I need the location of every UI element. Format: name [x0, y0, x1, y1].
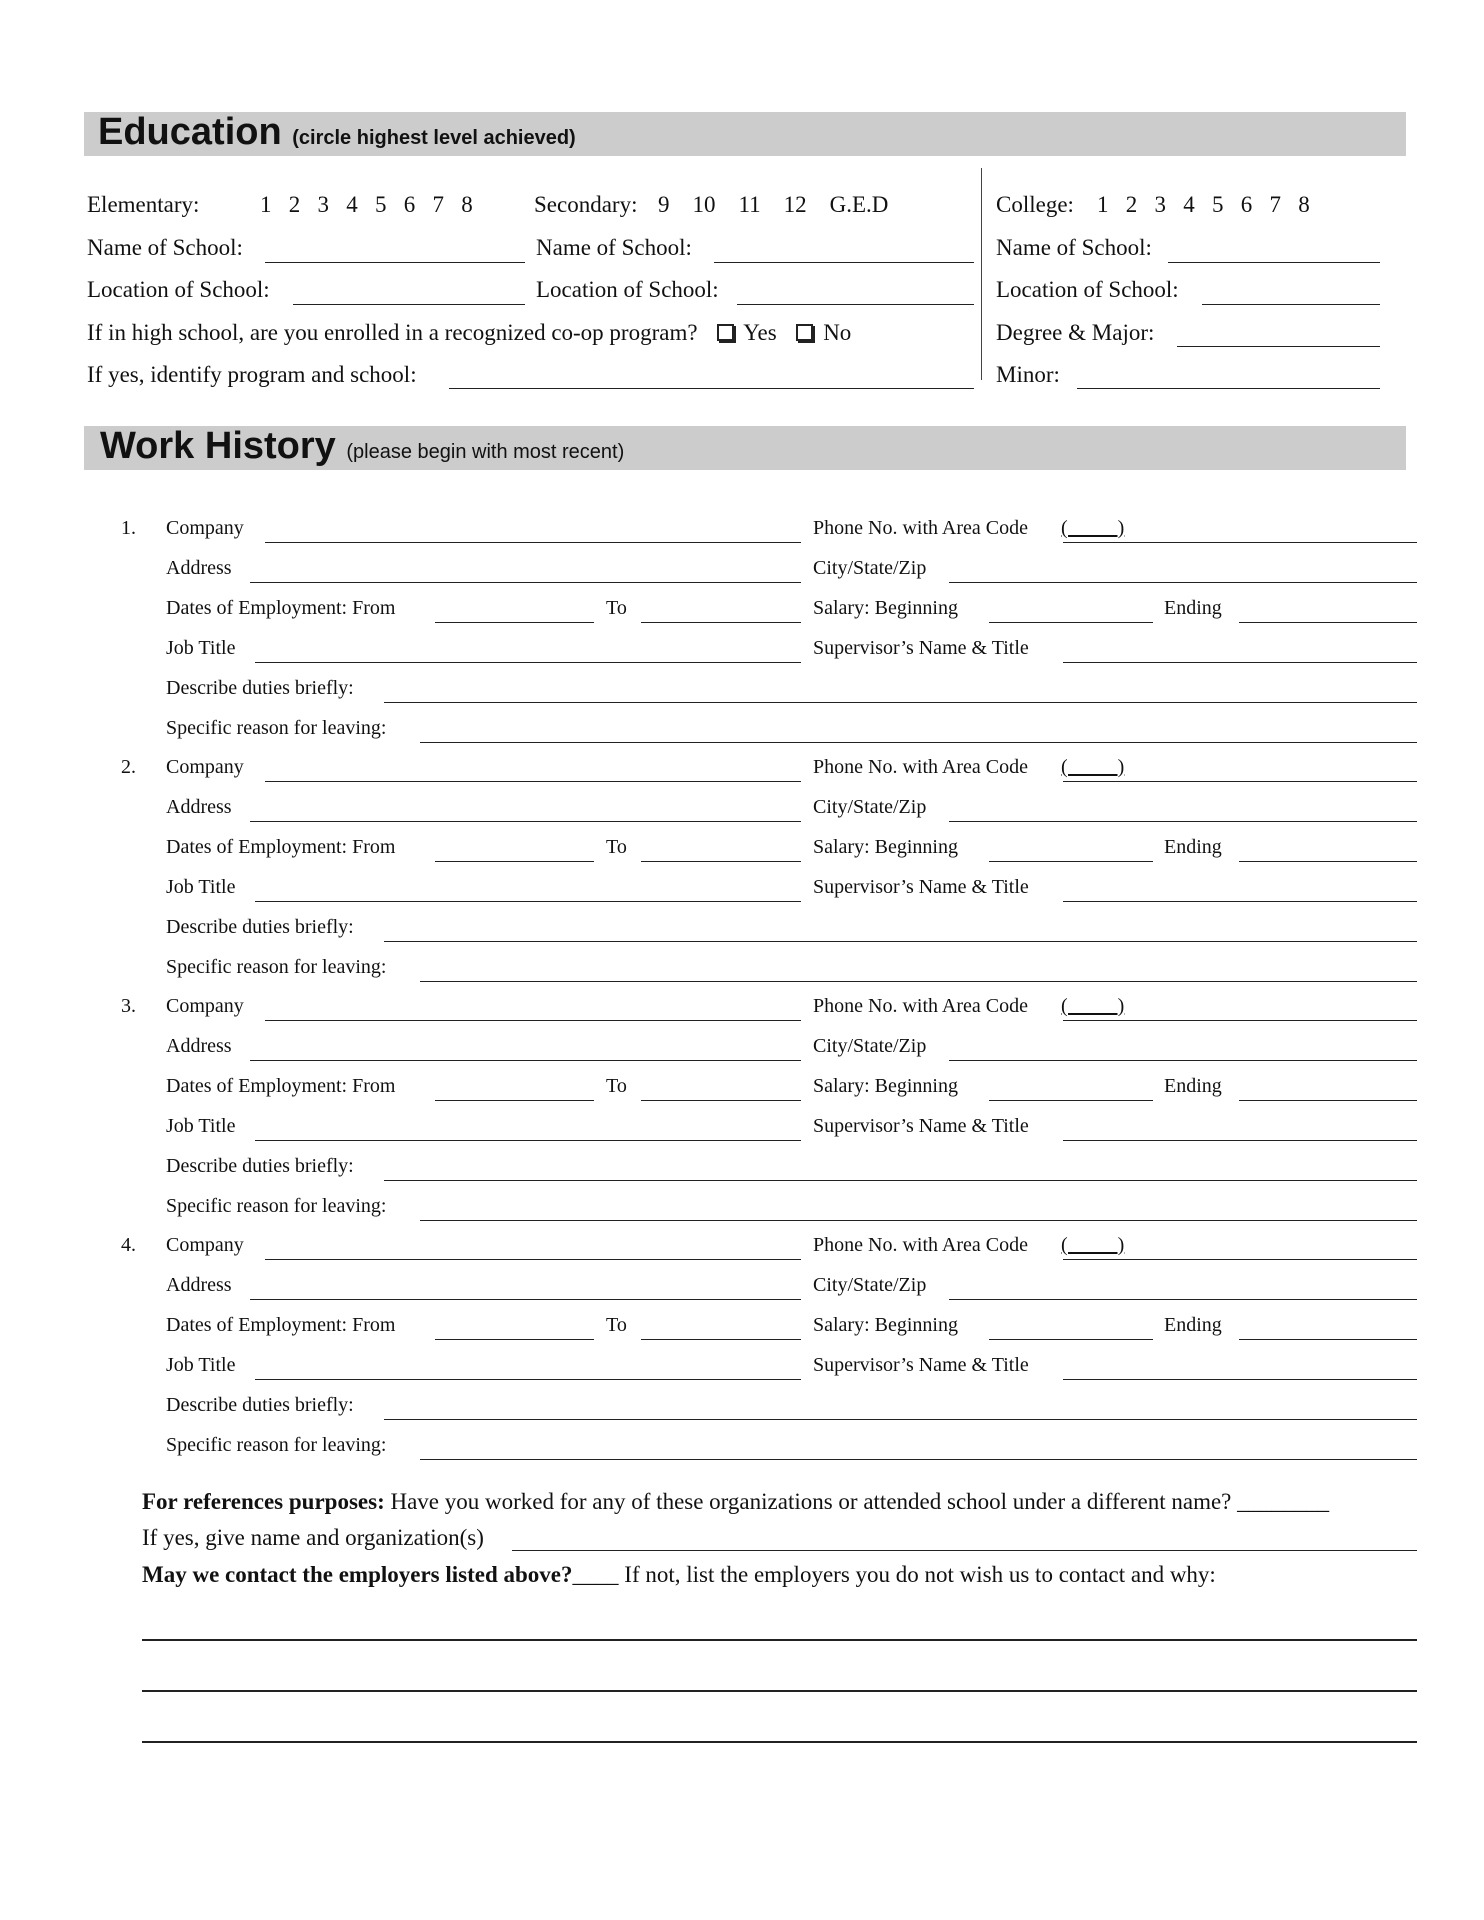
secondary-school-name-field[interactable] [714, 262, 974, 263]
work-entry-number: 4. [121, 1234, 136, 1256]
job-title-label: Job Title [166, 1354, 236, 1376]
education-subtitle: (circle highest level achieved) [292, 127, 576, 149]
salary-beginning-field[interactable] [989, 1339, 1153, 1340]
reason-label: Specific reason for leaving: [166, 1434, 387, 1456]
dates-from-label: Dates of Employment: From [166, 1075, 396, 1097]
company-label: Company [166, 1234, 244, 1256]
degree-label: Degree & Major: [996, 320, 1155, 345]
phone-label: Phone No. with Area Code [813, 517, 1028, 539]
job-title-field[interactable] [255, 1379, 801, 1380]
reason-label: Specific reason for leaving: [166, 956, 387, 978]
work-history-title: Work History (please begin with most recent) [100, 425, 625, 467]
elementary-school-name-field[interactable] [265, 262, 525, 263]
coop-no-label: No [823, 320, 852, 345]
do-not-contact-line-2[interactable] [142, 1690, 1417, 1692]
dates-to-field[interactable] [641, 861, 801, 862]
minor-field[interactable] [1077, 388, 1380, 389]
secondary-school-name-label: Name of School: [536, 235, 692, 260]
salary-ending-field[interactable] [1239, 1100, 1417, 1101]
secondary-grades[interactable]: 9 10 11 12 G.E.D [658, 192, 889, 217]
company-field[interactable] [265, 781, 801, 782]
dates-from-field[interactable] [435, 861, 594, 862]
salary-beginning-field[interactable] [989, 1100, 1153, 1101]
work-entry-number: 3. [121, 995, 136, 1017]
job-title-label: Job Title [166, 637, 236, 659]
city-state-zip-field[interactable] [949, 1299, 1417, 1300]
degree-field[interactable] [1177, 346, 1380, 347]
dates-from-field[interactable] [435, 622, 594, 623]
company-label: Company [166, 756, 244, 778]
other-name-label: If yes, give name and organization(s) [142, 1525, 484, 1550]
dates-from-field[interactable] [435, 1339, 594, 1340]
work-history-header [84, 426, 1406, 470]
phone-field[interactable] [1063, 1020, 1417, 1021]
salary-beginning-field[interactable] [989, 622, 1153, 623]
address-field[interactable] [250, 1060, 801, 1061]
phone-label: Phone No. with Area Code [813, 756, 1028, 778]
college-label: College: [996, 192, 1074, 217]
city-state-zip-label: City/State/Zip [813, 557, 927, 579]
salary-ending-label: Ending [1164, 1075, 1222, 1097]
college-school-name-field[interactable] [1168, 262, 1380, 263]
phone-label: Phone No. with Area Code [813, 995, 1028, 1017]
coop-no-checkbox[interactable] [796, 324, 813, 341]
dates-to-label: To [606, 597, 627, 619]
job-title-field[interactable] [255, 901, 801, 902]
supervisor-field[interactable] [1063, 901, 1417, 902]
salary-beginning-label: Salary: Beginning [813, 1075, 958, 1097]
elementary-location-field[interactable] [293, 304, 525, 305]
salary-ending-label: Ending [1164, 1314, 1222, 1336]
dates-to-field[interactable] [641, 1339, 801, 1340]
secondary-location-label: Location of School: [536, 277, 719, 302]
reason-field[interactable] [420, 981, 1417, 982]
dates-to-label: To [606, 1314, 627, 1336]
salary-beginning-label: Salary: Beginning [813, 1314, 958, 1336]
address-field[interactable] [250, 582, 801, 583]
dates-from-label: Dates of Employment: From [166, 1314, 396, 1336]
reason-field[interactable] [420, 1459, 1417, 1460]
dates-to-field[interactable] [641, 622, 801, 623]
work-entry-number: 2. [121, 756, 136, 778]
city-state-zip-field[interactable] [949, 1060, 1417, 1061]
salary-ending-field[interactable] [1239, 861, 1417, 862]
dates-from-label: Dates of Employment: From [166, 836, 396, 858]
duties-label: Describe duties briefly: [166, 677, 354, 699]
phone-area-code[interactable]: ( ) [1061, 995, 1125, 1017]
salary-beginning-label: Salary: Beginning [813, 597, 958, 619]
company-field[interactable] [265, 1259, 801, 1260]
elementary-label: Elementary: [87, 192, 200, 217]
address-label: Address [166, 1035, 232, 1057]
program-field[interactable] [449, 388, 974, 389]
duties-field[interactable] [384, 702, 1417, 703]
city-state-zip-field[interactable] [949, 821, 1417, 822]
salary-ending-label: Ending [1164, 597, 1222, 619]
reason-field[interactable] [420, 742, 1417, 743]
elementary-school-name-label: Name of School: [87, 235, 243, 260]
phone-area-code[interactable]: ( ) [1061, 756, 1125, 778]
reason-field[interactable] [420, 1220, 1417, 1221]
supervisor-label: Supervisor’s Name & Title [813, 1115, 1029, 1137]
education-header [84, 112, 1406, 156]
address-field[interactable] [250, 1299, 801, 1300]
salary-ending-label: Ending [1164, 836, 1222, 858]
minor-label: Minor: [996, 362, 1060, 387]
phone-field[interactable] [1063, 1259, 1417, 1260]
salary-ending-field[interactable] [1239, 1339, 1417, 1340]
dates-to-label: To [606, 1075, 627, 1097]
college-location-field[interactable] [1202, 304, 1380, 305]
work-history-subtitle: (please begin with most recent) [346, 441, 625, 463]
city-state-zip-label: City/State/Zip [813, 1035, 927, 1057]
company-field[interactable] [265, 1020, 801, 1021]
coop-yes-label: Yes [743, 320, 777, 345]
address-label: Address [166, 1274, 232, 1296]
job-title-field[interactable] [255, 662, 801, 663]
salary-ending-field[interactable] [1239, 622, 1417, 623]
phone-field[interactable] [1063, 542, 1417, 543]
city-state-zip-field[interactable] [949, 582, 1417, 583]
phone-field[interactable] [1063, 781, 1417, 782]
city-state-zip-label: City/State/Zip [813, 1274, 927, 1296]
company-label: Company [166, 995, 244, 1017]
program-label: If yes, identify program and school: [87, 362, 417, 387]
supervisor-field[interactable] [1063, 1140, 1417, 1141]
work-entry-number: 1. [121, 517, 136, 539]
phone-label: Phone No. with Area Code [813, 1234, 1028, 1256]
contact-employers-question: May we contact the employers listed above?____ If not, list the employers you do not wish us to contact and why: [142, 1562, 1216, 1587]
education-column-divider [981, 168, 982, 380]
reason-label: Specific reason for leaving: [166, 717, 387, 739]
address-label: Address [166, 557, 232, 579]
city-state-zip-label: City/State/Zip [813, 796, 927, 818]
address-label: Address [166, 796, 232, 818]
job-title-label: Job Title [166, 1115, 236, 1137]
duties-field[interactable] [384, 941, 1417, 942]
dates-to-label: To [606, 836, 627, 858]
elementary-location-label: Location of School: [87, 277, 270, 302]
other-name-field[interactable] [512, 1550, 1417, 1551]
phone-area-code[interactable]: ( ) [1061, 517, 1125, 539]
address-field[interactable] [250, 821, 801, 822]
salary-beginning-field[interactable] [989, 861, 1153, 862]
company-label: Company [166, 517, 244, 539]
duties-label: Describe duties briefly: [166, 916, 354, 938]
references-question: For references purposes: Have you worked for any of these organizations or attended school under a different name? ________ [142, 1489, 1330, 1514]
supervisor-label: Supervisor’s Name & Title [813, 637, 1029, 659]
coop-question: If in high school, are you enrolled in a recognized co-op program? Yes No [87, 320, 852, 345]
dates-to-field[interactable] [641, 1100, 801, 1101]
do-not-contact-line-3[interactable] [142, 1741, 1417, 1743]
reason-label: Specific reason for leaving: [166, 1195, 387, 1217]
job-title-label: Job Title [166, 876, 236, 898]
duties-label: Describe duties briefly: [166, 1155, 354, 1177]
company-field[interactable] [265, 542, 801, 543]
supervisor-label: Supervisor’s Name & Title [813, 876, 1029, 898]
elementary-grades[interactable]: 1 2 3 4 5 6 7 8 [260, 192, 473, 217]
duties-label: Describe duties briefly: [166, 1394, 354, 1416]
secondary-label: Secondary: [534, 192, 638, 217]
dates-from-label: Dates of Employment: From [166, 597, 396, 619]
college-grades[interactable]: 1 2 3 4 5 6 7 8 [1097, 192, 1310, 217]
do-not-contact-line-1[interactable] [142, 1639, 1417, 1641]
supervisor-label: Supervisor’s Name & Title [813, 1354, 1029, 1376]
duties-field[interactable] [384, 1180, 1417, 1181]
duties-field[interactable] [384, 1419, 1417, 1420]
education-title: Education (circle highest level achieved) [98, 111, 576, 153]
supervisor-field[interactable] [1063, 662, 1417, 663]
coop-yes-checkbox[interactable] [717, 324, 734, 341]
secondary-location-field[interactable] [737, 304, 974, 305]
dates-from-field[interactable] [435, 1100, 594, 1101]
salary-beginning-label: Salary: Beginning [813, 836, 958, 858]
supervisor-field[interactable] [1063, 1379, 1417, 1380]
job-title-field[interactable] [255, 1140, 801, 1141]
college-location-label: Location of School: [996, 277, 1179, 302]
phone-area-code[interactable]: ( ) [1061, 1234, 1125, 1256]
college-school-name-label: Name of School: [996, 235, 1152, 260]
